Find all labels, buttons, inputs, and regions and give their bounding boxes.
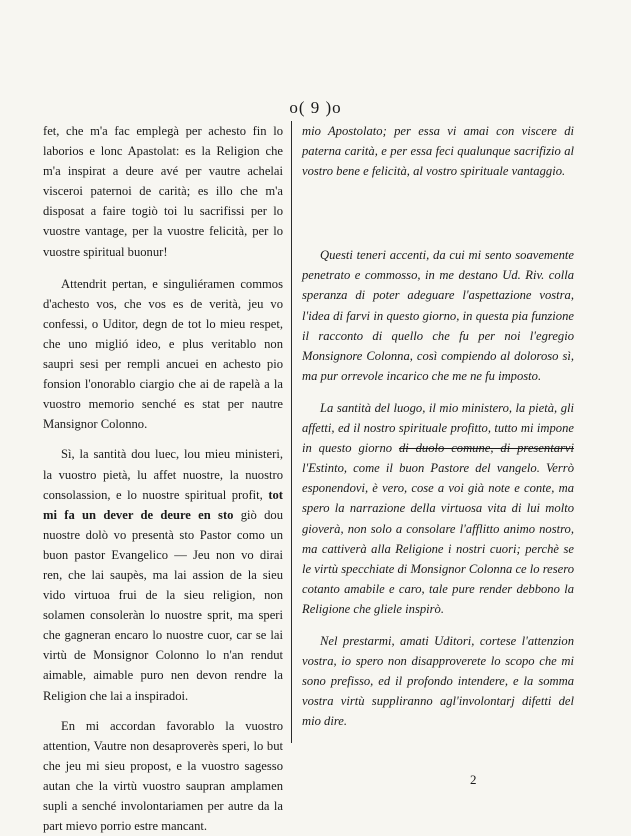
left-paragraph-3 (43, 444, 283, 705)
right-paragraph-2: Questi teneri accenti, da cui mi sento soavemente penetrato e commosso, in me destano Ud. Riv. colla speranza di poter adeguare l'aspettazione vostra, l'idea di farvi in questo giorno, in questa pia funzione il racconto di quello che fu per noi l'egregio Monsignore Colonna, così compiendo al doloroso sì, ma pur orrevole incarico che me ne fu imposto. (302, 248, 574, 383)
left-column-piedmontese (43, 121, 283, 836)
right-column-italian (302, 121, 574, 731)
right-paragraph-4: Nel prestarmi, amati Uditori, cortese l'attenzion vostra, io spero non disapproverete lo scopo che mi sono prefisso, ed il profondo intendere, e la somma vostra virtù suppliranno agl'involontarj difetti del mio dire. (302, 633, 574, 729)
column-divider (291, 121, 292, 743)
right-paragraph-3 (302, 398, 574, 619)
left-paragraph-2: Attendrit pertan, e singuliéramen commos d'achesto vos, che vos es de verità, jeu vo confessi, o Uditor, degn de tot lo mieu respet, che uno miglió ideo, e plus veritablo non saupri sesi per rempli ancuei en achesto pio fonsion l'onorablo ciargio che ai de rapelà a la vuostro memorio senché es stat per nautre Mansignor Colonno. (43, 276, 283, 432)
right-paragraph-3-post: l'Estinto, come il buon Pastore del vangelo. Verrò esponendovi, è vero, cose a voi già note e conte, ma spero la narrazione della virtuosa vita di lui molto gioverà, non solo a consolare l'afflitto animo nostro, ma cattiverà alla Religione i nostri cuori; perchè se le virtù specchiate di Monsignor Colonna ce lo resero cotanto amabile e caro, tale pure render debbono la Religione che gliele inspirò. (302, 461, 574, 616)
right-paragraph-1: mio Apostolato; per essa vi amai con viscere di paterna carità, e per essa feci qualunque sacrifizio al vostro bene e felicità, al vostro spirituale vantaggio. (302, 124, 574, 179)
left-paragraph-3-bold: tot mi fa un dever de deure en sto (43, 487, 283, 522)
right-paragraph-3-pre: La santità del luogo, il mio ministero, la pietà, gli affetti, ed il nostro spirituale profitto, tutto mi impone in questo giorno (302, 400, 574, 456)
page-number: o( 9 )o (289, 98, 342, 117)
signature-mark: 2 (470, 772, 477, 787)
left-paragraph-3-pre: Sì, la santità dou luec, lou mieu ministeri, la vuostro pietà, lu affet nuostre, la nuostro consolassion, e lo nuostre spiritual profit, (43, 447, 283, 502)
right-paragraph-3-strike: di duolo comune, di presentarvi (398, 441, 574, 456)
left-paragraph-3-post: giò dou nuostre dolò vo presentà sto Pastor como un buon pastor Evangelico — Jeu non vo dirai ren, che lai saupès, ma lai assion de la sieu vido virtuoa frui de la sieu religion, non solamen consoleràn lo nuostre sprit, ma speri che gagneran encaro lo nuostre cuor, car se lai virtù de Monsignor Colonno lo n'an rendut aimable, aimable puro nen devon rendre la Religion che lai a inspiradoi. (43, 507, 284, 703)
left-paragraph-1: fet, che m'a fac emplegà per achesto fin lo laborios e lonc Apastolat: es la Religion che m'a inspirat a deure avé per vautre achelai visceroi paternoi de carità; es illo che m'a disposat a faire togiò toi lu sacrifissi per lo vuostre vantage, per la vuostre felicità, per lo vuostre spiritual buonur! (43, 124, 283, 259)
left-paragraph-4: En mi accordan favorablo la vuostro attention, Vautre non desaproverès speri, lo but che jeu mi sieu propost, e la vuostro sagesso autan che la virtù vuostro saupran amplamen supli a senché involontariamen per autre da la part mievo porrio estre mancant. (43, 718, 283, 834)
